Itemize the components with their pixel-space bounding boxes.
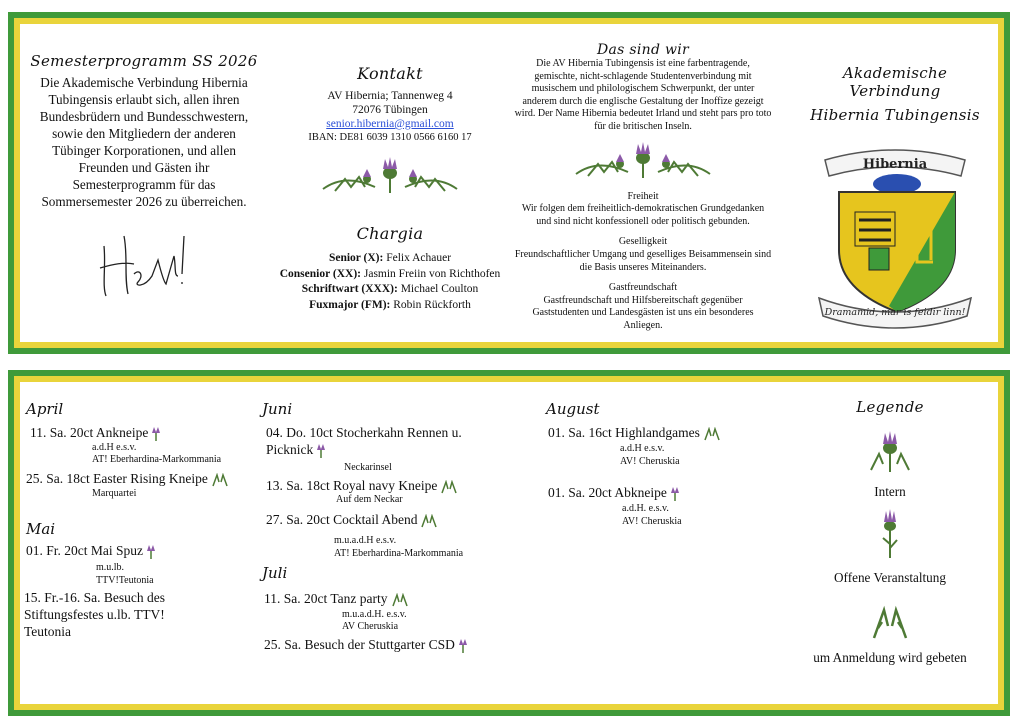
thistle-leaves-icon	[703, 427, 721, 441]
event-item: 25. Sa. Besuch der Stuttgarter CSD	[264, 636, 468, 653]
legend-section	[790, 398, 990, 666]
event-subtitle: AV! Cheruskia	[620, 456, 680, 467]
kontakt-city: 72076 Tübingen	[352, 104, 428, 116]
thistle-leaves-icon	[870, 604, 910, 640]
cover-title-line2: Hibernia Tubingensis	[810, 106, 980, 124]
chargia-title: Chargia	[356, 224, 424, 243]
event-subtitle: AT! Eberhardina-Markommania	[334, 548, 464, 559]
event-subtitle: AT! Eberhardina-Markommania	[92, 454, 222, 465]
kontakt-address: AV Hibernia; Tannenweg 4	[327, 90, 453, 102]
event-subtitle: a.d.H e.s.v.	[620, 443, 665, 454]
event-item: 11. Sa. 20ct Ankneipe	[30, 424, 161, 441]
value-heading: Gastfreundschaft	[608, 282, 678, 294]
month-august-title: August	[546, 400, 600, 418]
event-subtitle: a.d.H e.s.v.	[92, 442, 137, 453]
event-subtitle: Marquartei	[92, 488, 137, 499]
kontakt-title: Kontakt	[357, 64, 423, 83]
event-item: 15. Fr.-16. Sa. Besuch des Stiftungsfestes u.lb. TTV! Teutonia	[24, 590, 165, 639]
program-panel	[8, 370, 1010, 716]
event-subtitle: a.d.H. e.s.v.	[622, 503, 669, 514]
chargia-member: Fuxmajor (FM): Robin Rückforth	[309, 298, 471, 311]
event-subtitle: TTV!Teutonia	[96, 575, 154, 586]
chargia-list	[275, 251, 505, 313]
legend-title: Legende	[856, 398, 924, 416]
about-section	[514, 42, 772, 333]
thistle-leaves-icon	[440, 480, 458, 494]
event-item: 25. Sa. 18ct Easter Rising Kneipe	[26, 470, 229, 487]
cover-panel	[8, 12, 1010, 354]
thistle-single-icon	[316, 444, 326, 458]
coat-motto-text: Dramamid, mar is feidir linn!	[824, 307, 966, 318]
event-subtitle: Auf dem Neckar	[336, 494, 403, 505]
value-text: Wir folgen dem freiheitlich-demokratischen Grundgedanken und sind nicht konfessionell oder politisch gebunden.	[521, 203, 765, 227]
event-item: 01. Sa. 20ct Abkneipe	[548, 484, 680, 501]
chargia-member: Senior (X): Felix Achauer	[328, 252, 452, 264]
thistle-leaves-icon	[420, 514, 438, 528]
thistle-single-icon	[151, 427, 161, 441]
thistle-single-icon	[670, 487, 680, 501]
event-subtitle: AV Cheruskia	[342, 621, 399, 632]
semester-title: Semesterprogramm SS 2026	[30, 52, 258, 70]
thistle-single-icon	[458, 639, 468, 653]
month-juni-title: Juni	[262, 400, 293, 418]
event-item: 01. Sa. 16ct Highlandgames	[548, 424, 721, 441]
about-title: Das sind wir	[596, 42, 690, 58]
cover-title-line1: Akademische Verbindung	[842, 64, 948, 100]
event-item: 13. Sa. 18ct Royal navy Kneipe	[266, 477, 458, 494]
value-heading: Freiheit	[627, 190, 659, 202]
month-juli-title: Juli	[262, 564, 288, 582]
month-april-title: April	[26, 400, 64, 418]
event-subtitle: Neckarinsel	[344, 462, 392, 473]
coat-banner-text: Hibernia	[862, 157, 928, 172]
thistle-group-icon	[867, 430, 913, 474]
event-subtitle: m.u.a.d.H e.s.v.	[334, 535, 397, 546]
kontakt-email-link[interactable]: senior.hibernia@gmail.com	[326, 118, 454, 130]
thistle-group-icon	[315, 153, 465, 197]
value-text: Gastfreundschaft und Hilfsbereitschaft gegenüber Gaststudenten und Landesgästen ist uns ein besonderes Anliegen.	[532, 294, 754, 331]
event-item: 04. Do. 10ct Stocherkahn Rennen u. Picknick	[266, 425, 462, 457]
event-item: 27. Sa. 20ct Cocktail Abend	[266, 511, 438, 528]
event-item: 11. Sa. 20ct Tanz party	[264, 590, 409, 607]
value-text: Freundschaftlicher Umgang und geselliges Beisammensein sind die Basis unseres Miteinanders.	[514, 248, 772, 273]
month-mai-title: Mai	[26, 520, 56, 538]
kontakt-iban: IBAN: DE81 6039 1310 0566 6160 17	[308, 132, 472, 143]
chargia-member: Schriftwart (XXX): Michael Coulton	[301, 283, 479, 295]
about-intro: Die AV Hibernia Tubingensis ist eine farbentragende, gemischte, nicht-schlagende Studentenverbindung mit musischem und philologischem Schwerpunkt, der unter anderem durch die englische Gestaltung der Inoffize gezeigt wird. Der Name Hibernia bedeutet Irland und steht pars pro toto für die britischen Inseln.	[514, 58, 772, 132]
signature-icon	[94, 216, 194, 300]
legend-intern-label: Intern	[874, 484, 906, 499]
coat-of-arms-icon	[815, 130, 975, 330]
event-subtitle: m.u.lb.	[96, 562, 125, 573]
cover-section	[800, 64, 990, 335]
event-subtitle: AV! Cheruskia	[622, 516, 682, 527]
thistle-leaves-icon	[391, 593, 409, 607]
thistle-group-icon	[568, 140, 718, 180]
kontakt-section	[275, 64, 505, 313]
semester-text: Die Akademische Verbindung Hibernia Tubingensis erlaubt sich, allen ihren Bundesbrüdern und Bundesschwestern, sowie den Mitgliedern der anderen Tübinger Korporationen, und allen Freunden und Gästen ihr Semesterprogramm für das Sommersemester 2026 zu überreichen.	[39, 75, 249, 209]
value-heading: Geselligkeit	[618, 236, 668, 248]
legend-anmeldung-label: um Anmeldung wird gebeten	[813, 650, 967, 665]
chargia-member: Consenior (XX): Jasmin Freiin von Richthofen	[279, 267, 501, 280]
event-subtitle: m.u.a.d.H. e.s.v.	[342, 609, 407, 620]
thistle-single-icon	[875, 508, 905, 558]
thistle-single-icon	[146, 545, 156, 559]
legend-offen-label: Offene Veranstaltung	[834, 570, 946, 585]
semester-section	[28, 52, 260, 305]
thistle-leaves-icon	[211, 473, 229, 487]
event-item: 01. Fr. 20ct Mai Spuz	[26, 542, 156, 559]
program-content	[20, 382, 998, 704]
